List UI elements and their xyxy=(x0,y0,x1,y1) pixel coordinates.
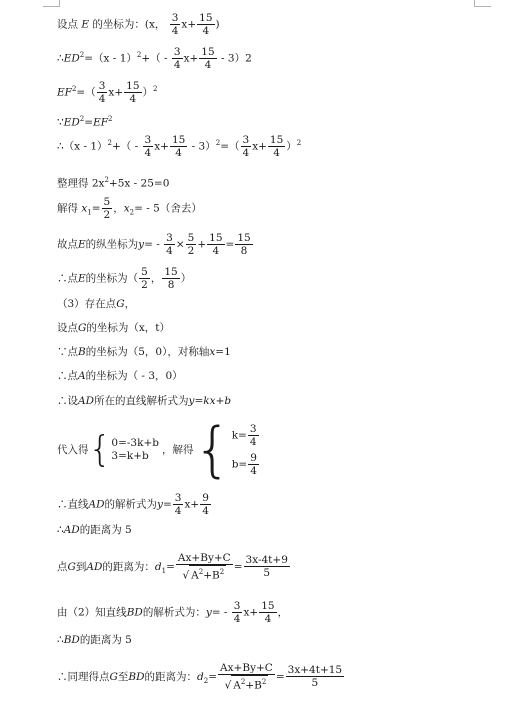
line-12 xyxy=(57,346,231,359)
line-17 xyxy=(57,524,132,537)
fraction xyxy=(207,232,224,257)
line-19 xyxy=(57,600,288,625)
line-2 xyxy=(57,46,252,71)
system-row: 0=-3k+b xyxy=(111,437,159,449)
fraction xyxy=(197,12,214,37)
num: Ax+By+C xyxy=(220,662,273,674)
var: kx xyxy=(203,395,216,407)
line-9 xyxy=(57,266,191,291)
text: b= xyxy=(231,458,248,471)
fraction xyxy=(259,600,276,625)
text: 的坐标为（5，0），对称轴 xyxy=(85,346,210,358)
text: +B xyxy=(203,569,220,582)
num: 15 xyxy=(171,134,186,146)
text: x+ xyxy=(108,86,124,99)
text: = xyxy=(166,560,175,573)
equation-system-2 xyxy=(193,415,260,485)
text: 的坐标为（x，t） xyxy=(86,322,171,334)
fraction xyxy=(143,134,154,159)
fraction xyxy=(176,552,233,582)
line-21 xyxy=(57,662,345,692)
var: AD xyxy=(63,524,80,536)
fraction xyxy=(139,266,150,291)
text: +（ - xyxy=(141,52,171,65)
text: = xyxy=(225,238,235,251)
var: A xyxy=(78,370,86,382)
exp: 2 xyxy=(296,139,302,147)
exp: 2 xyxy=(240,678,246,686)
num: 15 xyxy=(201,46,215,58)
fraction xyxy=(124,80,141,105)
text: ∵点 xyxy=(57,346,78,358)
num: 15 xyxy=(199,12,213,24)
num: 3x-4t+9 xyxy=(245,554,288,567)
fraction xyxy=(235,232,252,257)
text: 的距离为 5 xyxy=(79,634,132,646)
radicand xyxy=(231,675,268,692)
var: G xyxy=(109,670,118,683)
line-20 xyxy=(57,634,132,647)
fraction xyxy=(170,12,181,37)
num: 3 xyxy=(98,80,106,92)
num: 3 xyxy=(166,232,173,244)
exp: 2 xyxy=(261,678,267,686)
den: 4 xyxy=(175,147,182,159)
left-brace: { xyxy=(193,415,232,485)
text: ） xyxy=(286,140,297,153)
text: 的解析式为： xyxy=(142,606,206,619)
text: 设点 xyxy=(57,322,78,334)
fraction xyxy=(170,134,187,159)
subscript: 1 xyxy=(161,566,167,575)
line-10 xyxy=(57,298,135,311)
text: ） xyxy=(142,86,154,99)
exp: 2 xyxy=(198,568,204,576)
text: ∴设 xyxy=(57,395,78,407)
equation-system-1 xyxy=(88,429,160,470)
fraction xyxy=(248,452,259,477)
den: 4 xyxy=(264,613,272,625)
den: 4 xyxy=(174,505,182,517)
text: - 3） xyxy=(188,140,216,153)
fraction xyxy=(199,46,216,71)
text: 所在的直线解析式为 xyxy=(94,395,189,407)
exp: 2 xyxy=(153,85,158,93)
margin-corner-right xyxy=(474,0,491,7)
var: ED xyxy=(63,116,80,129)
var: x xyxy=(209,346,216,358)
text: x+ xyxy=(183,52,199,65)
den: 5 xyxy=(311,677,319,690)
margin-corner-left xyxy=(43,0,60,7)
left-brace: { xyxy=(88,429,112,470)
fraction xyxy=(244,554,290,579)
line-16 xyxy=(57,492,212,517)
text: ∴ xyxy=(57,524,64,536)
num: 15 xyxy=(164,266,178,278)
system-row: 3=k+b xyxy=(111,450,149,462)
var: y xyxy=(188,395,195,407)
text: 的坐标为：(x， xyxy=(92,18,166,31)
text: ∴同理得点 xyxy=(57,670,110,683)
text: +5x - 25=0 xyxy=(108,177,170,190)
text: 整理得 2x xyxy=(57,177,105,190)
var: B xyxy=(78,346,86,358)
den: 4 xyxy=(173,59,181,71)
text: 设点 xyxy=(57,18,78,31)
text: k= xyxy=(231,429,247,442)
fraction xyxy=(186,232,197,257)
fraction xyxy=(218,662,275,692)
text: 故点 xyxy=(57,238,78,251)
den: 4 xyxy=(144,147,152,159)
exp: 2 xyxy=(79,51,85,59)
var: x xyxy=(123,202,130,215)
text: =1 xyxy=(215,346,231,358)
den: 2 xyxy=(141,279,148,291)
system-row xyxy=(232,452,260,477)
text: x+ xyxy=(252,140,267,153)
num: 3 xyxy=(171,12,179,24)
var: y xyxy=(205,606,212,619)
text: = xyxy=(275,670,285,683)
fraction xyxy=(102,196,113,221)
line-4 xyxy=(57,113,112,130)
text: 点 xyxy=(57,560,68,573)
exp: 2 xyxy=(71,85,77,93)
text: x+ xyxy=(181,18,197,31)
num: 9 xyxy=(250,452,257,464)
den: 4 xyxy=(273,147,280,159)
text: +（ - xyxy=(111,140,142,153)
var: BD xyxy=(63,634,80,646)
text: （3）存在点 xyxy=(57,298,117,310)
text: 由（2）知直线 xyxy=(57,606,127,619)
var: d xyxy=(154,560,162,573)
num: 3 xyxy=(173,46,181,58)
text: 的坐标为（ - 3，0） xyxy=(85,370,183,382)
num: 15 xyxy=(126,80,140,92)
den: 4 xyxy=(98,93,106,105)
text: ， xyxy=(150,272,162,285)
line-7 xyxy=(57,196,202,221)
fraction xyxy=(200,492,211,517)
text: ∴ xyxy=(57,634,64,646)
exp: 2 xyxy=(215,139,221,147)
var: ED xyxy=(63,52,80,65)
fraction xyxy=(97,80,108,105)
num: 3 xyxy=(249,423,257,435)
text: x+ xyxy=(184,498,200,511)
text: 的解析式为 xyxy=(104,498,158,511)
text: ∴（x - 1） xyxy=(57,140,108,153)
text: A xyxy=(191,569,199,582)
system-rows xyxy=(232,423,260,477)
text: = - xyxy=(144,238,164,251)
fraction xyxy=(172,46,183,71)
system-rows xyxy=(111,437,159,463)
line-15 xyxy=(57,416,260,484)
fraction xyxy=(162,266,179,291)
text: - 3）2 xyxy=(217,52,252,65)
den: 8 xyxy=(240,245,248,257)
den: √ $A^2+B^2$ xyxy=(180,565,228,582)
text: = xyxy=(208,670,218,683)
system-row xyxy=(232,423,260,448)
text: = - xyxy=(211,606,231,619)
var: b xyxy=(224,395,232,407)
num: 3 xyxy=(174,492,182,504)
text: + xyxy=(197,238,207,251)
var: EF xyxy=(93,116,109,129)
den: 4 xyxy=(171,25,179,37)
var: AD xyxy=(78,395,95,407)
text: 到 xyxy=(75,560,87,573)
num: 3 xyxy=(144,134,152,146)
line-5 xyxy=(57,134,301,159)
text: ， xyxy=(277,606,289,619)
exp: 2 xyxy=(219,568,225,576)
var: AD xyxy=(86,560,103,573)
num: 5 xyxy=(187,232,195,244)
text: ∴点 xyxy=(57,272,78,285)
text: ，解得 xyxy=(162,443,194,456)
subscript: 1 xyxy=(87,208,92,217)
num: 15 xyxy=(269,134,284,146)
text: A xyxy=(233,679,241,692)
var: y xyxy=(138,238,145,251)
text: x+ xyxy=(154,140,169,153)
den: 2 xyxy=(187,245,195,257)
text: 的距离为： xyxy=(102,560,155,573)
num: Ax+By+C xyxy=(177,552,231,564)
text: ∴点 xyxy=(57,370,78,382)
fraction xyxy=(286,664,344,689)
line-1 xyxy=(57,12,220,37)
line-6 xyxy=(57,174,169,191)
num: 9 xyxy=(202,492,209,504)
text: ∴直线 xyxy=(57,498,89,511)
den: 4 xyxy=(204,59,212,71)
text: 的坐标为（ xyxy=(85,272,139,285)
var: AD xyxy=(88,498,105,511)
text: 的距离为 5 xyxy=(79,524,132,536)
exp: 2 xyxy=(136,51,142,59)
den: 4 xyxy=(249,436,257,448)
text: ， xyxy=(113,202,124,215)
num: 5 xyxy=(103,196,111,208)
var: BD xyxy=(128,670,145,683)
text: 代入得 xyxy=(57,443,89,456)
line-14 xyxy=(57,395,231,408)
den: 4 xyxy=(233,613,241,625)
den: √ $A^2+B^2$ xyxy=(223,675,271,692)
den: 2 xyxy=(103,209,111,221)
exp: 2 xyxy=(108,115,113,123)
var: E xyxy=(81,18,90,31)
num: 3 xyxy=(242,134,250,146)
var: G xyxy=(116,298,125,310)
den: 4 xyxy=(166,245,173,257)
line-11 xyxy=(57,322,170,335)
text: ∵ xyxy=(57,116,64,129)
exp: 2 xyxy=(104,176,109,184)
var: d xyxy=(197,670,204,683)
text: = xyxy=(84,116,94,129)
radicand xyxy=(189,565,226,582)
num: 15 xyxy=(209,232,223,244)
var: E xyxy=(78,272,86,285)
text: =（ xyxy=(220,140,240,153)
den: 5 xyxy=(263,567,271,580)
num: 5 xyxy=(141,266,148,278)
text: + xyxy=(215,395,225,407)
line-8 xyxy=(57,232,254,257)
den: 4 xyxy=(202,25,210,37)
text: ） xyxy=(180,272,192,285)
fraction xyxy=(241,134,252,159)
text: = xyxy=(194,395,204,407)
text: ) xyxy=(215,18,220,31)
num: 15 xyxy=(237,232,251,244)
text: ∴ xyxy=(57,52,64,65)
subscript: 2 xyxy=(129,208,135,217)
var: EF xyxy=(57,86,72,99)
text: = xyxy=(162,498,172,511)
den: 4 xyxy=(242,147,250,159)
var: BD xyxy=(126,606,143,619)
text: × xyxy=(175,238,185,251)
subscript: 2 xyxy=(203,676,209,685)
fraction xyxy=(268,134,285,159)
num: 3 xyxy=(233,600,241,612)
line-18 xyxy=(57,552,291,582)
den: 4 xyxy=(212,245,220,257)
text: = xyxy=(91,202,101,215)
text: 的距离为： xyxy=(144,670,198,683)
text: ， xyxy=(124,298,136,310)
text: +B xyxy=(245,679,262,692)
var: x xyxy=(81,202,88,215)
den: 8 xyxy=(167,279,175,291)
text: 解得 xyxy=(57,202,82,215)
var: G xyxy=(78,322,87,334)
var: G xyxy=(67,560,76,573)
exp: 2 xyxy=(79,115,85,123)
var: E xyxy=(78,238,86,251)
den: 4 xyxy=(129,93,137,105)
fraction xyxy=(248,423,259,448)
line-3 xyxy=(57,80,158,105)
text: 的纵坐标为 xyxy=(85,238,139,251)
var: y xyxy=(157,498,163,511)
fraction xyxy=(173,492,184,517)
num: 3x+4t+15 xyxy=(287,664,343,677)
text: =（ xyxy=(76,86,96,99)
text: x+ xyxy=(243,606,259,619)
text: = xyxy=(233,560,243,573)
text: 至 xyxy=(117,670,129,683)
exp: 2 xyxy=(107,139,112,147)
fraction xyxy=(164,232,175,257)
text: =（x - 1） xyxy=(84,52,137,65)
fraction xyxy=(232,600,243,625)
line-13 xyxy=(57,370,183,383)
num: 15 xyxy=(261,600,275,612)
den: 4 xyxy=(202,505,209,517)
text: = - 5（舍去） xyxy=(134,202,202,215)
den: 4 xyxy=(250,465,257,477)
